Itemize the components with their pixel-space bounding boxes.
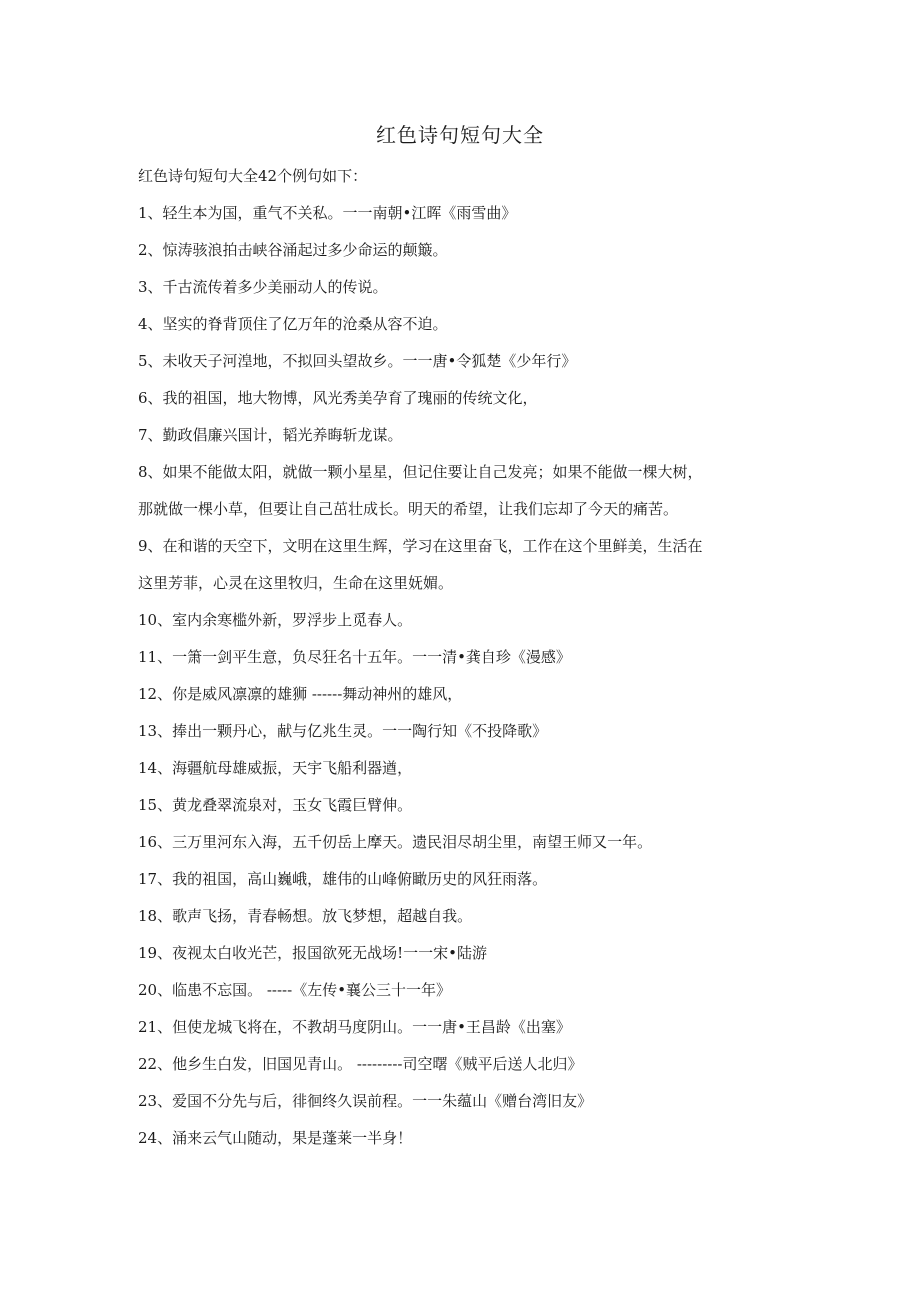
text-line: 17、我的祖国，高山巍峨，雄伟的山峰俯瞰历史的风狂雨落。 [138, 870, 548, 888]
text-line: 10、室内余寒槛外新，罗浮步上觅春人。 [138, 611, 413, 629]
text-line: 这里芳菲，心灵在这里牧归，生命在这里妩媚。 [138, 574, 454, 592]
text-line: 14、海疆航母雄威振，天宇飞船利器遒， [138, 759, 413, 777]
text-line: 22、他乡生白发，旧国见青山。 ---------司空曙《贼平后送人北归》 [138, 1055, 583, 1073]
text-line: 11、一箫一剑平生意，负尽狂名十五年。一一清•龚自珍《漫感》 [138, 648, 571, 666]
text-line: 2、惊涛骇浪拍击峡谷涌起过多少命运的颠簸。 [138, 241, 448, 259]
text-line: 8、如果不能做太阳，就做一颗小星星，但记住要让自己发亮；如果不能做一棵大树， [138, 463, 703, 481]
text-line: 24、涌来云气山随动，果是蓬莱一半身！ [138, 1129, 413, 1147]
text-line: 1、轻生本为国，重气不关私。一一南朝•江晖《雨雪曲》 [138, 204, 517, 222]
document-body [138, 158, 788, 1157]
text-line: 15、黄龙叠翠流泉对，玉女飞霞巨臂伸。 [138, 796, 413, 814]
text-line: 19、夜视太白收光芒，报国欲死无战场!一一宋•陆游 [138, 944, 487, 962]
text-line: 3、千古流传着多少美丽动人的传说。 [138, 278, 388, 296]
text-line: 20、临患不忘国。 -----《左传•襄公三十一年》 [138, 981, 452, 999]
text-line: 12、你是威风凛凛的雄狮 ------舞动神州的雄风， [138, 685, 463, 703]
text-line: 5、未收天子河湟地，不拟回头望故乡。一一唐•令狐楚《少年行》 [138, 352, 577, 370]
text-line: 那就做一棵小草，但要让自己茁壮成长。明天的希望，让我们忘却了今天的痛苦。 [138, 500, 679, 518]
text-line: 4、坚实的脊背顶住了亿万年的沧桑从容不迫。 [138, 315, 448, 333]
document-title: 红色诗句短句大全 [376, 123, 544, 147]
text-line: 9、在和谐的天空下，文明在这里生辉，学习在这里奋飞，工作在这个里鲜美，生活在 [138, 537, 703, 555]
text-line: 23、爱国不分先与后，徘徊终久误前程。一一朱蕴山《赠台湾旧友》 [138, 1092, 593, 1110]
text-line: 16、三万里河东入海，五千仞岳上摩天。遗民泪尽胡尘里，南望王师又一年。 [138, 833, 653, 851]
text-line: 18、歌声飞扬，青春畅想。放飞梦想，超越自我。 [138, 907, 473, 925]
text-line: 21、但使龙城飞将在，不教胡马度阴山。一一唐•王昌龄《出塞》 [138, 1018, 571, 1036]
intro-line: 红色诗句短句大全42个例句如下： [138, 167, 368, 185]
text-line: 7、勤政倡廉兴国计，韬光养晦斩龙谋。 [138, 426, 403, 444]
text-line: 13、捧出一颗丹心，献与亿兆生灵。一一陶行知《不投降歌》 [138, 722, 548, 740]
text-line: 6、我的祖国，地大物博，风光秀美孕育了瑰丽的传统文化， [138, 389, 538, 407]
